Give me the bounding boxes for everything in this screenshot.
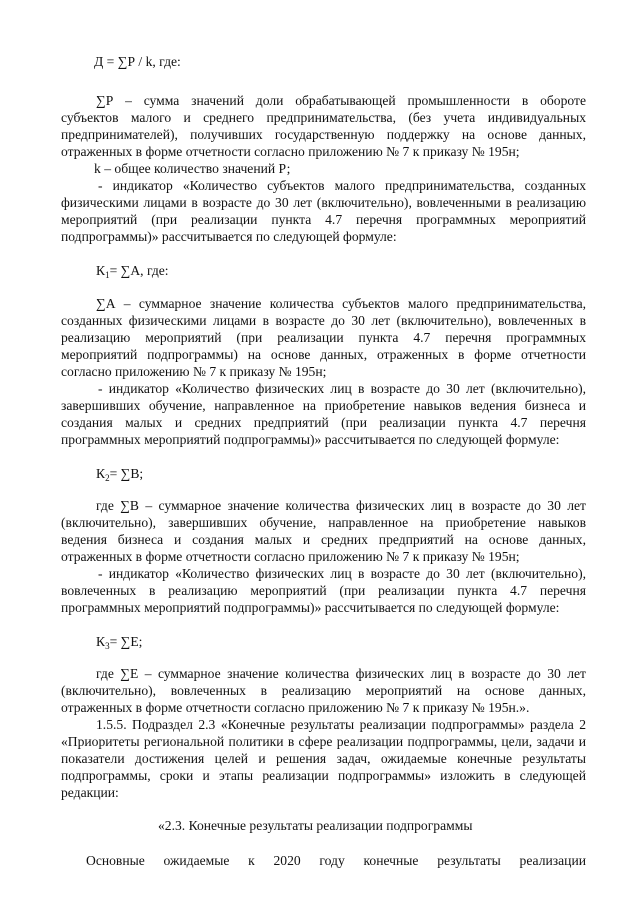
ind3-line-2: вовлеченных в реализацию мероприятий (при реализации пункта 4.7 перечня [61, 583, 586, 598]
sa-def-line-5: согласно приложению № 7 к приказу № 195н; [61, 364, 327, 379]
ind3-line-3: программных мероприятий подпрограммы)» рассчитывается по следующей формуле: [61, 600, 560, 615]
final-line: Основные ожидаемые к 2020 году конечные результаты реализации [86, 853, 586, 868]
formula-d-sum: ∑Р / k, [117, 54, 156, 69]
sp-def-line-3: предпринимателей), получивших государственную поддержку на основе данных, [61, 127, 586, 142]
formula-k2-subscript: 2 [105, 473, 110, 483]
para-155-line-3: показатели достижения целей и решения задач, ожидаемые конечные результаты [61, 751, 586, 766]
sp-def-line-1: ∑Р – сумма значений доли обрабатывающей промышленности в обороте [96, 93, 586, 108]
sb-def-line-3: ведения бизнеса и создания малых и средних предприятий на основе данных, [61, 532, 586, 547]
para-155-line-4: подпрограммы, сроки и этапы реализации подпрограммы» изложить в следующей [61, 768, 586, 783]
para-155-line-1: 1.5.5. Подраздел 2.3 «Конечные результаты реализации подпрограммы» раздела 2 [96, 717, 586, 732]
para-155-line-5: редакции: [61, 785, 119, 800]
sb-def-line-4: отраженных в форме отчетности согласно приложению № 7 к приказу № 195н; [61, 549, 520, 564]
ind1-line-3: мероприятий (при реализации пункта 4.7 перечня программных мероприятий [61, 212, 586, 227]
sa-def-line-4: мероприятий подпрограммы) на основе данных, отраженных в форме отчетности [61, 347, 586, 362]
formula-k1: $К_1= \sum А$, где: [96, 263, 169, 280]
sa-def-line-1: ∑А – суммарное значение количества субъектов малого предпринимательства, [96, 296, 586, 311]
formula-k2: $К_2= \sum В$; [96, 466, 144, 483]
sp-def-line-2: субъектов малого и среднего предпринимательства, (без учета индивидуальных [61, 110, 586, 125]
sb-def-line-1: где ∑В – суммарное значение количества физических лиц в возрасте до 30 лет [96, 498, 586, 513]
ind1-line-2: физическими лицами в возрасте до 30 лет (включительно), вовлеченными в реализацию [61, 195, 586, 210]
para-155-line-2: «Приоритеты региональной политики в сфере реализации подпрограммы, цели, задачи и [61, 734, 586, 749]
formula-d-lead: Д = [94, 54, 118, 69]
sp-def-line-4: отраженных в форме отчетности согласно приложению № 7 к приказу № 195н; [61, 144, 520, 159]
ind1-line-4: подпрограммы)» рассчитывается по следующей формуле: [61, 229, 397, 244]
formula-d [94, 53, 181, 70]
formula-k3-subscript: 3 [105, 641, 110, 651]
k-def: k – общее количество значений Р; [94, 161, 291, 176]
ind2-line-4: программных мероприятий подпрограммы)» рассчитывается по следующей формуле: [61, 432, 560, 447]
formula-k1-subscript: 1 [105, 270, 110, 280]
formula-k3: $К_3= \sum Е$; [96, 634, 143, 651]
se-def-line-2: (включительно), вовлеченных в реализацию мероприятий на основе данных, [61, 683, 586, 698]
ind2-line-3: создания малых и средних предприятий (при реализации пункта 4.7 перечня [61, 415, 586, 430]
ind3-line-1: - индикатор «Количество физических лиц в возрасте до 30 лет (включительно), [98, 566, 586, 581]
ind2-line-2: завершивших обучение, направленное на приобретение навыков ведения бизнеса и [61, 398, 586, 413]
ind2-line-1: - индикатор «Количество физических лиц в возрасте до 30 лет (включительно), [98, 381, 586, 396]
section-2-3-heading: «2.3. Конечные результаты реализации подпрограммы [158, 818, 473, 833]
ind1-line-1: - индикатор «Количество субъектов малого предпринимательства, созданных [98, 178, 586, 193]
sa-def-line-3: реализацию мероприятий (при реализации пункта 4.7 перечня программных [61, 330, 586, 345]
se-def-line-1: где ∑Е – суммарное значение количества физических лиц в возрасте до 30 лет [96, 666, 586, 681]
se-def-line-3: отраженных в форме отчетности согласно приложению № 7 к приказу № 195н.». [61, 700, 530, 715]
formula-d-tail: где: [155, 54, 181, 69]
sb-def-line-2: (включительно), завершивших обучение, направленное на приобретение навыков [61, 515, 586, 530]
sa-def-line-2: созданных физическими лицами в возрасте до 30 лет (включительно), вовлеченных в [61, 313, 586, 328]
